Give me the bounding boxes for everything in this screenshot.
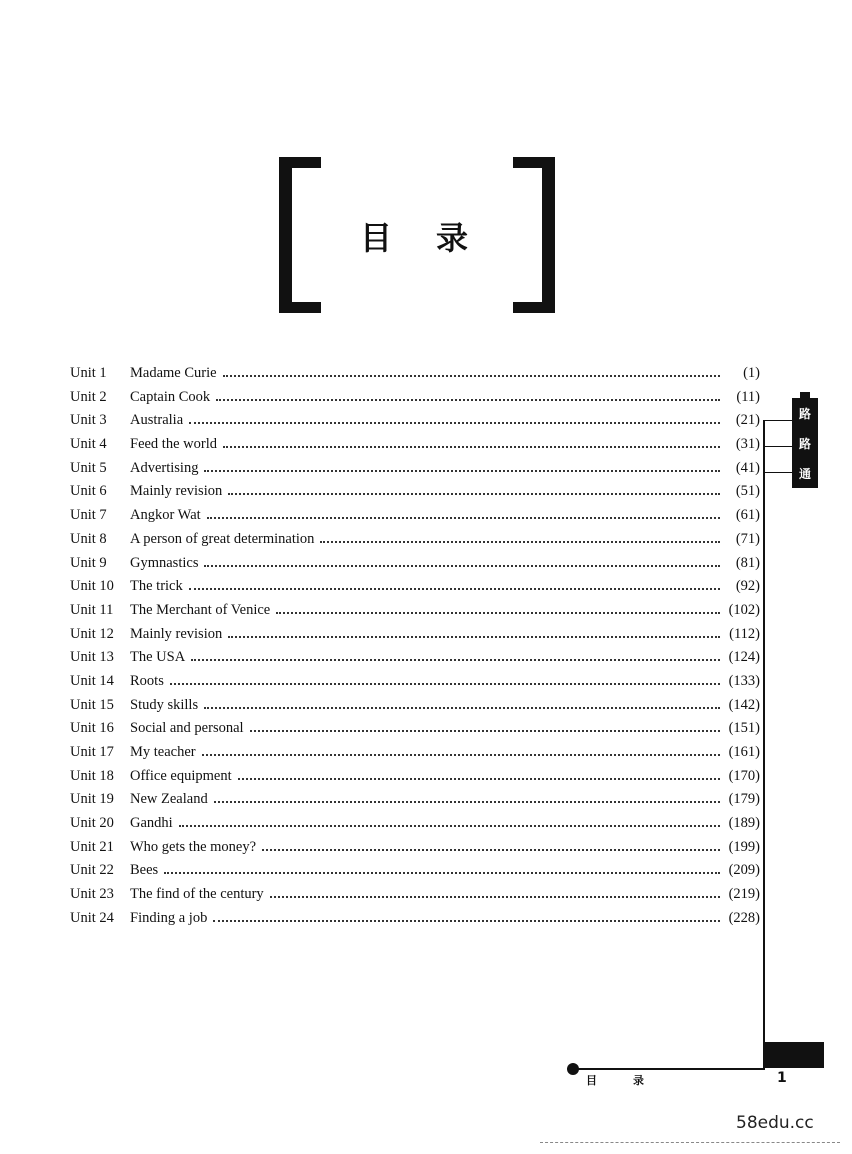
toc-page-number: (41) [735,459,760,476]
toc-page-number: (151) [728,720,760,737]
toc-title: Feed the world [130,436,217,453]
toc-unit-label: Unit 24 [70,909,114,926]
toc-unit-label: Unit 9 [70,554,107,571]
toc-entry[interactable] [70,815,760,839]
toc-leader-dots [228,635,720,638]
toc-leader-dots [191,658,720,661]
toc-leader-dots [223,374,720,377]
toc-unit-label: Unit 13 [70,649,114,666]
toc-unit-label: Unit 12 [70,625,114,642]
toc-title: Mainly revision [130,625,223,642]
toc-entry[interactable] [70,649,760,673]
toc-leader-dots [204,564,720,567]
toc-leader-dots [179,824,720,827]
toc-unit-label: Unit 21 [70,838,114,855]
toc-unit-label: Unit 14 [70,672,114,689]
toc-page-number: (209) [728,862,760,879]
table-of-contents [70,365,760,934]
page-title: 目录 [360,219,513,257]
toc-leader-dots [189,421,720,424]
toc-leader-dots [204,469,720,472]
toc-page-number: (170) [728,767,760,784]
toc-leader-dots [204,706,720,709]
toc-entry[interactable] [70,744,760,768]
toc-leader-dots [270,895,720,898]
toc-unit-label: Unit 15 [70,696,114,713]
toc-page-number: (219) [728,886,760,903]
toc-title: Madame Curie [130,365,217,381]
toc-unit-label: Unit 2 [70,388,107,405]
toc-entry[interactable] [70,389,760,413]
footer-block [763,1042,824,1068]
side-tab-char: 路 [798,436,811,451]
toc-page-number: (161) [728,744,760,760]
toc-title: Roots [130,672,164,689]
toc-unit-label: Unit 7 [70,507,107,524]
toc-page-number: (1) [743,365,760,381]
toc-page-number: (133) [728,672,760,689]
toc-leader-dots [202,753,720,756]
toc-unit-label: Unit 6 [70,483,107,500]
toc-title: Angkor Wat [130,507,201,524]
watermark: 58edu.cc [736,1113,814,1133]
toc-entry[interactable] [70,862,760,886]
toc-page-number: (199) [728,838,760,855]
toc-unit-label: Unit 11 [70,601,114,618]
toc-unit-label: Unit 17 [70,744,114,760]
toc-page-number: (179) [728,791,760,808]
toc-page-number: (112) [729,625,760,642]
toc-title: Captain Cook [130,388,211,405]
toc-leader-dots [207,516,720,519]
toc-unit-label: Unit 20 [70,815,114,832]
toc-page-number: (21) [735,412,760,429]
toc-page-number: (124) [728,649,760,666]
toc-leader-dots [320,540,720,543]
toc-leader-dots [164,871,720,874]
toc-page-number: (142) [728,696,760,713]
toc-leader-dots [216,398,720,401]
toc-title: Who gets the money? [130,838,257,855]
toc-unit-label: Unit 22 [70,862,114,879]
toc-entry[interactable] [70,697,760,721]
toc-entry[interactable] [70,626,760,650]
toc-page-number: (61) [735,507,760,524]
toc-entry[interactable] [70,886,760,910]
margin-tick [765,420,795,421]
margin-rule [763,420,765,1070]
toc-entry[interactable] [70,791,760,815]
toc-leader-dots [223,445,720,448]
toc-title: Advertising [130,459,199,476]
footer-label: 目录 [586,1074,680,1087]
toc-unit-label: Unit 19 [70,791,114,808]
toc-title: My teacher [130,744,196,760]
side-tab-char: 通 [798,466,811,481]
toc-page-number: (81) [735,554,760,571]
toc-title: Gymnastics [130,554,199,571]
toc-entry[interactable] [70,555,760,579]
toc-unit-label: Unit 1 [70,365,107,381]
toc-entry[interactable] [70,507,760,531]
toc-leader-dots [250,729,720,732]
side-tab-label [792,398,818,488]
toc-entry[interactable] [70,436,760,460]
toc-page-number: (102) [728,601,760,618]
page-number: 1 [777,1070,787,1086]
toc-unit-label: Unit 18 [70,767,114,784]
toc-page-number: (31) [735,436,760,453]
toc-title: The Merchant of Venice [130,601,271,618]
toc-entry[interactable] [70,412,760,436]
toc-unit-label: Unit 4 [70,436,107,453]
toc-title: Office equipment [130,767,232,784]
toc-entry[interactable] [70,720,760,744]
margin-tick [765,446,795,447]
toc-page-number: (189) [728,815,760,832]
toc-page-number: (228) [728,909,760,926]
toc-leader-dots [213,919,720,922]
toc-entry[interactable] [70,365,760,389]
toc-title: A person of great determination [130,530,315,547]
right-bracket-decoration [513,157,555,313]
toc-entry[interactable] [70,460,760,484]
toc-unit-label: Unit 16 [70,720,114,737]
toc-entry[interactable] [70,839,760,863]
toc-title: Mainly revision [130,483,223,500]
toc-leader-dots [238,777,720,780]
toc-page-number: (92) [735,578,760,595]
toc-page-number: (51) [735,483,760,500]
toc-title: Australia [130,412,184,429]
toc-title: New Zealand [130,791,208,808]
toc-page-number: (11) [736,388,760,405]
footer-rule [575,1068,765,1070]
toc-title: Study skills [130,696,199,713]
toc-title: The USA [130,649,186,666]
toc-unit-label: Unit 8 [70,530,107,547]
side-tab-char: 路 [798,406,811,421]
toc-leader-dots [262,848,720,851]
toc-entry[interactable] [70,768,760,792]
toc-entry[interactable] [70,673,760,697]
left-bracket-decoration [279,157,321,313]
margin-tick [765,472,795,473]
toc-title: Finding a job [130,909,208,926]
toc-leader-dots [214,800,720,803]
toc-title: Bees [130,862,159,879]
toc-leader-dots [276,611,720,614]
toc-title: The find of the century [130,886,264,903]
toc-entry[interactable] [70,910,760,934]
toc-unit-label: Unit 23 [70,886,114,903]
footer-bullet-icon [567,1063,579,1075]
toc-entry[interactable] [70,602,760,626]
toc-title: Social and personal [130,720,244,737]
toc-unit-label: Unit 5 [70,459,107,476]
toc-entry[interactable] [70,531,760,555]
toc-leader-dots [170,682,720,685]
toc-title: The trick [130,578,183,595]
scan-artifact-line [540,1142,840,1143]
toc-leader-dots [228,492,720,495]
toc-unit-label: Unit 10 [70,578,114,595]
toc-entry[interactable] [70,483,760,507]
toc-entry[interactable] [70,578,760,602]
toc-title: Gandhi [130,815,173,832]
toc-unit-label: Unit 3 [70,412,107,429]
toc-leader-dots [189,587,720,590]
toc-page-number: (71) [735,530,760,547]
